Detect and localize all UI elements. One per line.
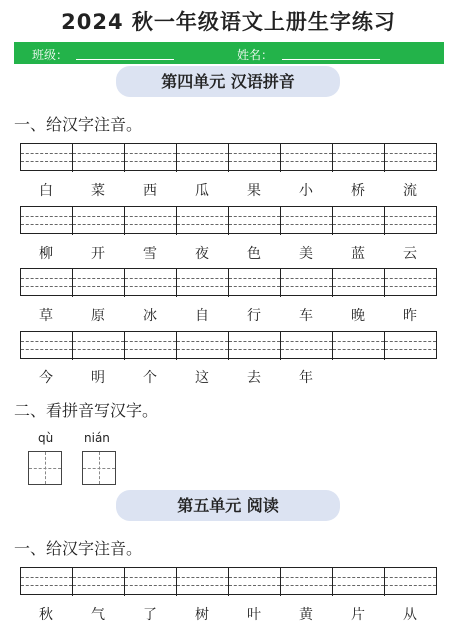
character: 柳 <box>39 246 53 262</box>
unit5-banner: 第五单元 阅读 <box>116 490 340 521</box>
tianzige-box[interactable] <box>82 451 116 485</box>
character: 去 <box>247 370 261 386</box>
character: 晚 <box>351 308 365 324</box>
character: 车 <box>299 308 313 324</box>
character-row <box>20 367 436 387</box>
pinyin-writing-row[interactable] <box>20 206 437 234</box>
class-blank[interactable] <box>76 59 174 60</box>
character-row <box>20 604 436 624</box>
character: 草 <box>39 308 53 324</box>
character: 美 <box>299 246 313 262</box>
character: 片 <box>351 607 365 623</box>
character: 自 <box>195 308 209 324</box>
character: 雪 <box>143 246 157 262</box>
character: 白 <box>39 183 53 199</box>
character: 果 <box>247 183 261 199</box>
unit4-section1-heading: 一、给汉字注音。 <box>14 115 143 134</box>
character: 今 <box>39 370 53 386</box>
character: 流 <box>403 183 417 199</box>
pinyin-writing-row[interactable] <box>20 268 437 296</box>
name-label: 姓名： <box>237 48 274 62</box>
character: 个 <box>143 370 157 386</box>
character: 云 <box>403 246 417 262</box>
character: 菜 <box>91 183 105 199</box>
character: 原 <box>91 308 105 324</box>
character: 瓜 <box>195 183 209 199</box>
character-row <box>20 305 436 325</box>
tianzige-box[interactable] <box>28 451 62 485</box>
character-row <box>20 243 436 263</box>
character-row <box>20 180 436 200</box>
character: 行 <box>247 308 261 324</box>
student-info-bar <box>14 42 444 64</box>
character: 冰 <box>143 308 157 324</box>
pinyin-writing-row[interactable] <box>20 331 437 359</box>
character: 桥 <box>351 183 365 199</box>
character: 这 <box>195 370 209 386</box>
page-title: 2024 秋一年级语文上册生字练习 <box>61 10 396 34</box>
character: 从 <box>403 607 417 623</box>
class-label: 班级： <box>32 48 69 62</box>
character: 夜 <box>195 246 209 262</box>
character: 开 <box>91 246 105 262</box>
character: 小 <box>299 183 313 199</box>
character: 色 <box>247 246 261 262</box>
unit4-section2-heading: 二、看拼音写汉字。 <box>14 401 159 420</box>
pinyin-writing-row[interactable] <box>20 567 437 595</box>
pinyin-writing-row[interactable] <box>20 143 437 171</box>
unit4-banner: 第四单元 汉语拼音 <box>116 66 340 97</box>
character: 明 <box>91 370 105 386</box>
character: 西 <box>143 183 157 199</box>
pinyin-prompt: nián <box>84 431 110 445</box>
character <box>384 367 436 387</box>
character: 叶 <box>247 607 261 623</box>
character: 秋 <box>39 607 53 623</box>
unit5-section1-heading: 一、给汉字注音。 <box>14 539 143 558</box>
character: 年 <box>299 370 313 386</box>
pinyin-prompt: qù <box>38 431 54 445</box>
character: 黄 <box>299 607 313 623</box>
character: 了 <box>143 607 157 623</box>
character: 蓝 <box>351 246 365 262</box>
character: 昨 <box>403 308 417 324</box>
name-blank[interactable] <box>282 59 380 60</box>
character <box>332 367 384 387</box>
character: 树 <box>195 607 209 623</box>
character: 气 <box>91 607 105 623</box>
